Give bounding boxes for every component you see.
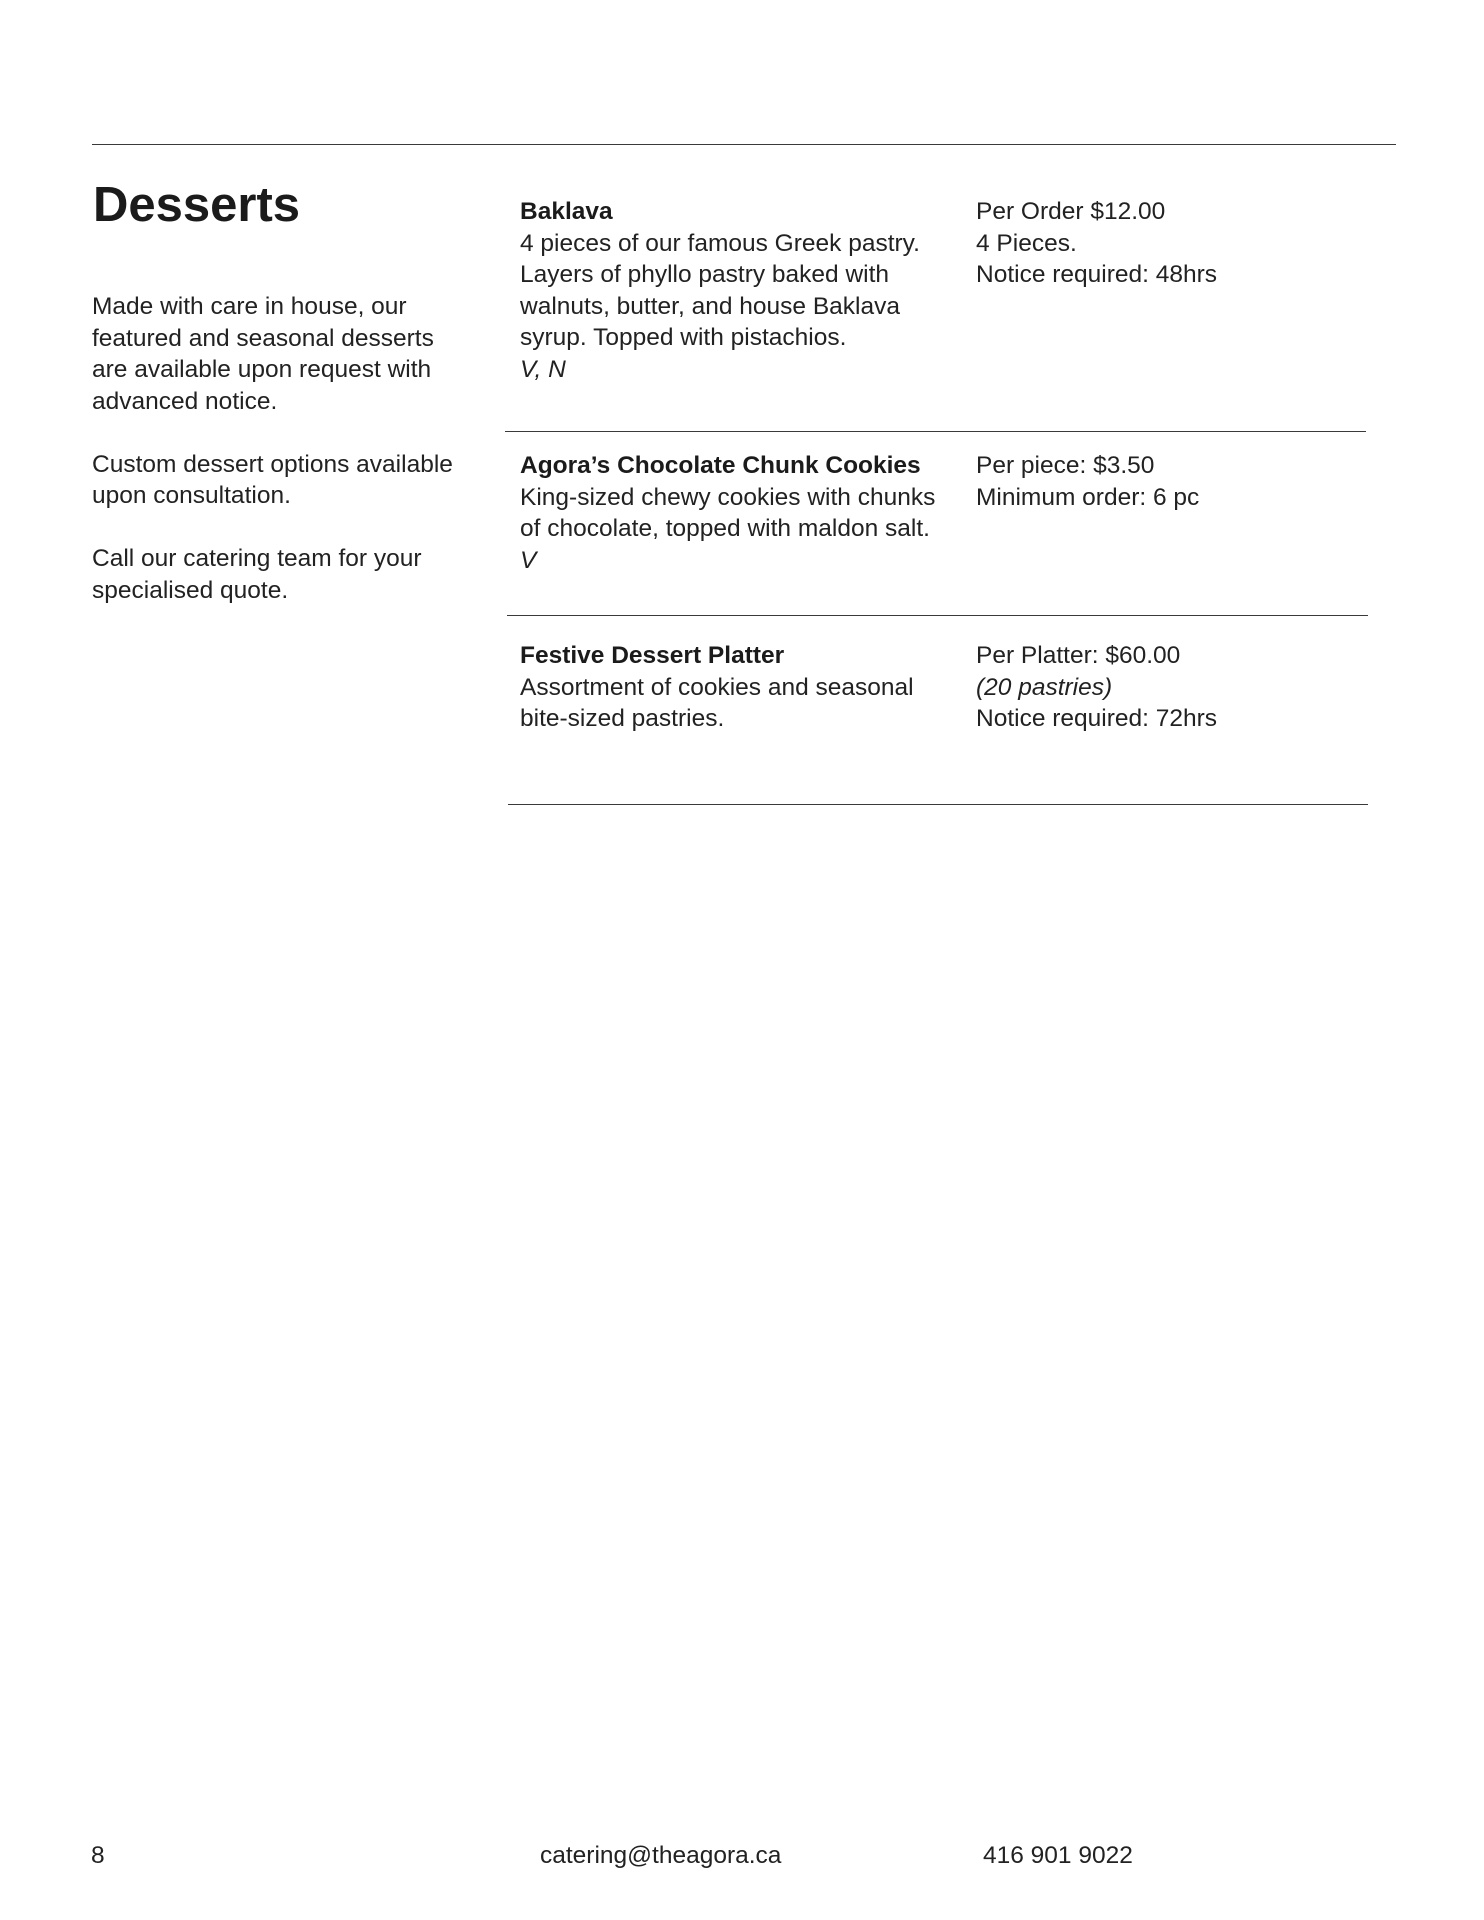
- price-line: Per Order $12.00: [976, 198, 1166, 225]
- price-line: 4 Pieces.: [976, 229, 1077, 257]
- intro-paragraph: Call our catering team for your specialised quote.: [92, 545, 422, 604]
- item-name: Baklava: [520, 198, 613, 225]
- item-description: 4 pieces of our famous Greek pastry. Layers of phyllo pastry baked with walnuts, butter, and house Baklava syrup. Topped with pistachios.: [520, 229, 920, 351]
- item-dietary-tags: V: [520, 546, 537, 574]
- menu-item-cookies: [520, 450, 950, 576]
- price-line: Per Platter: $60.00: [976, 642, 1181, 669]
- footer-phone: 416 901 9022: [983, 1842, 1133, 1869]
- top-divider: [92, 144, 1396, 145]
- price-line: (20 pastries): [976, 673, 1113, 701]
- section-title: Desserts: [93, 178, 301, 232]
- price-line: Per piece: $3.50: [976, 452, 1155, 479]
- intro-paragraph: Custom dessert options available upon consultation.: [92, 450, 453, 509]
- price-line: Minimum order: 6 pc: [976, 483, 1200, 511]
- page-number: 8: [91, 1842, 105, 1869]
- intro-paragraph: Made with care in house, our featured and seasonal desserts are available upon request with advanced notice.: [92, 293, 434, 415]
- item-divider: [507, 615, 1368, 616]
- item-dietary-tags: V, N: [520, 355, 566, 383]
- item-name: Festive Dessert Platter: [520, 642, 785, 669]
- item-description: Assortment of cookies and seasonal bite-sized pastries.: [520, 673, 914, 732]
- item-divider: [505, 431, 1366, 432]
- item-price-platter: [976, 640, 1217, 735]
- price-line: Notice required: 48hrs: [976, 261, 1218, 288]
- footer-email: catering@theagora.ca: [540, 1842, 782, 1869]
- bottom-divider: [508, 804, 1368, 805]
- menu-item-baklava: [520, 196, 950, 385]
- section-intro: [92, 291, 472, 638]
- item-price-baklava: [976, 196, 1217, 291]
- item-description: King-sized chewy cookies with chunks of chocolate, topped with maldon salt.: [520, 483, 936, 542]
- item-price-cookies: [976, 450, 1199, 513]
- menu-item-platter: [520, 640, 950, 735]
- price-line: Notice required: 72hrs: [976, 705, 1218, 732]
- item-name: Agora’s Chocolate Chunk Cookies: [520, 452, 921, 479]
